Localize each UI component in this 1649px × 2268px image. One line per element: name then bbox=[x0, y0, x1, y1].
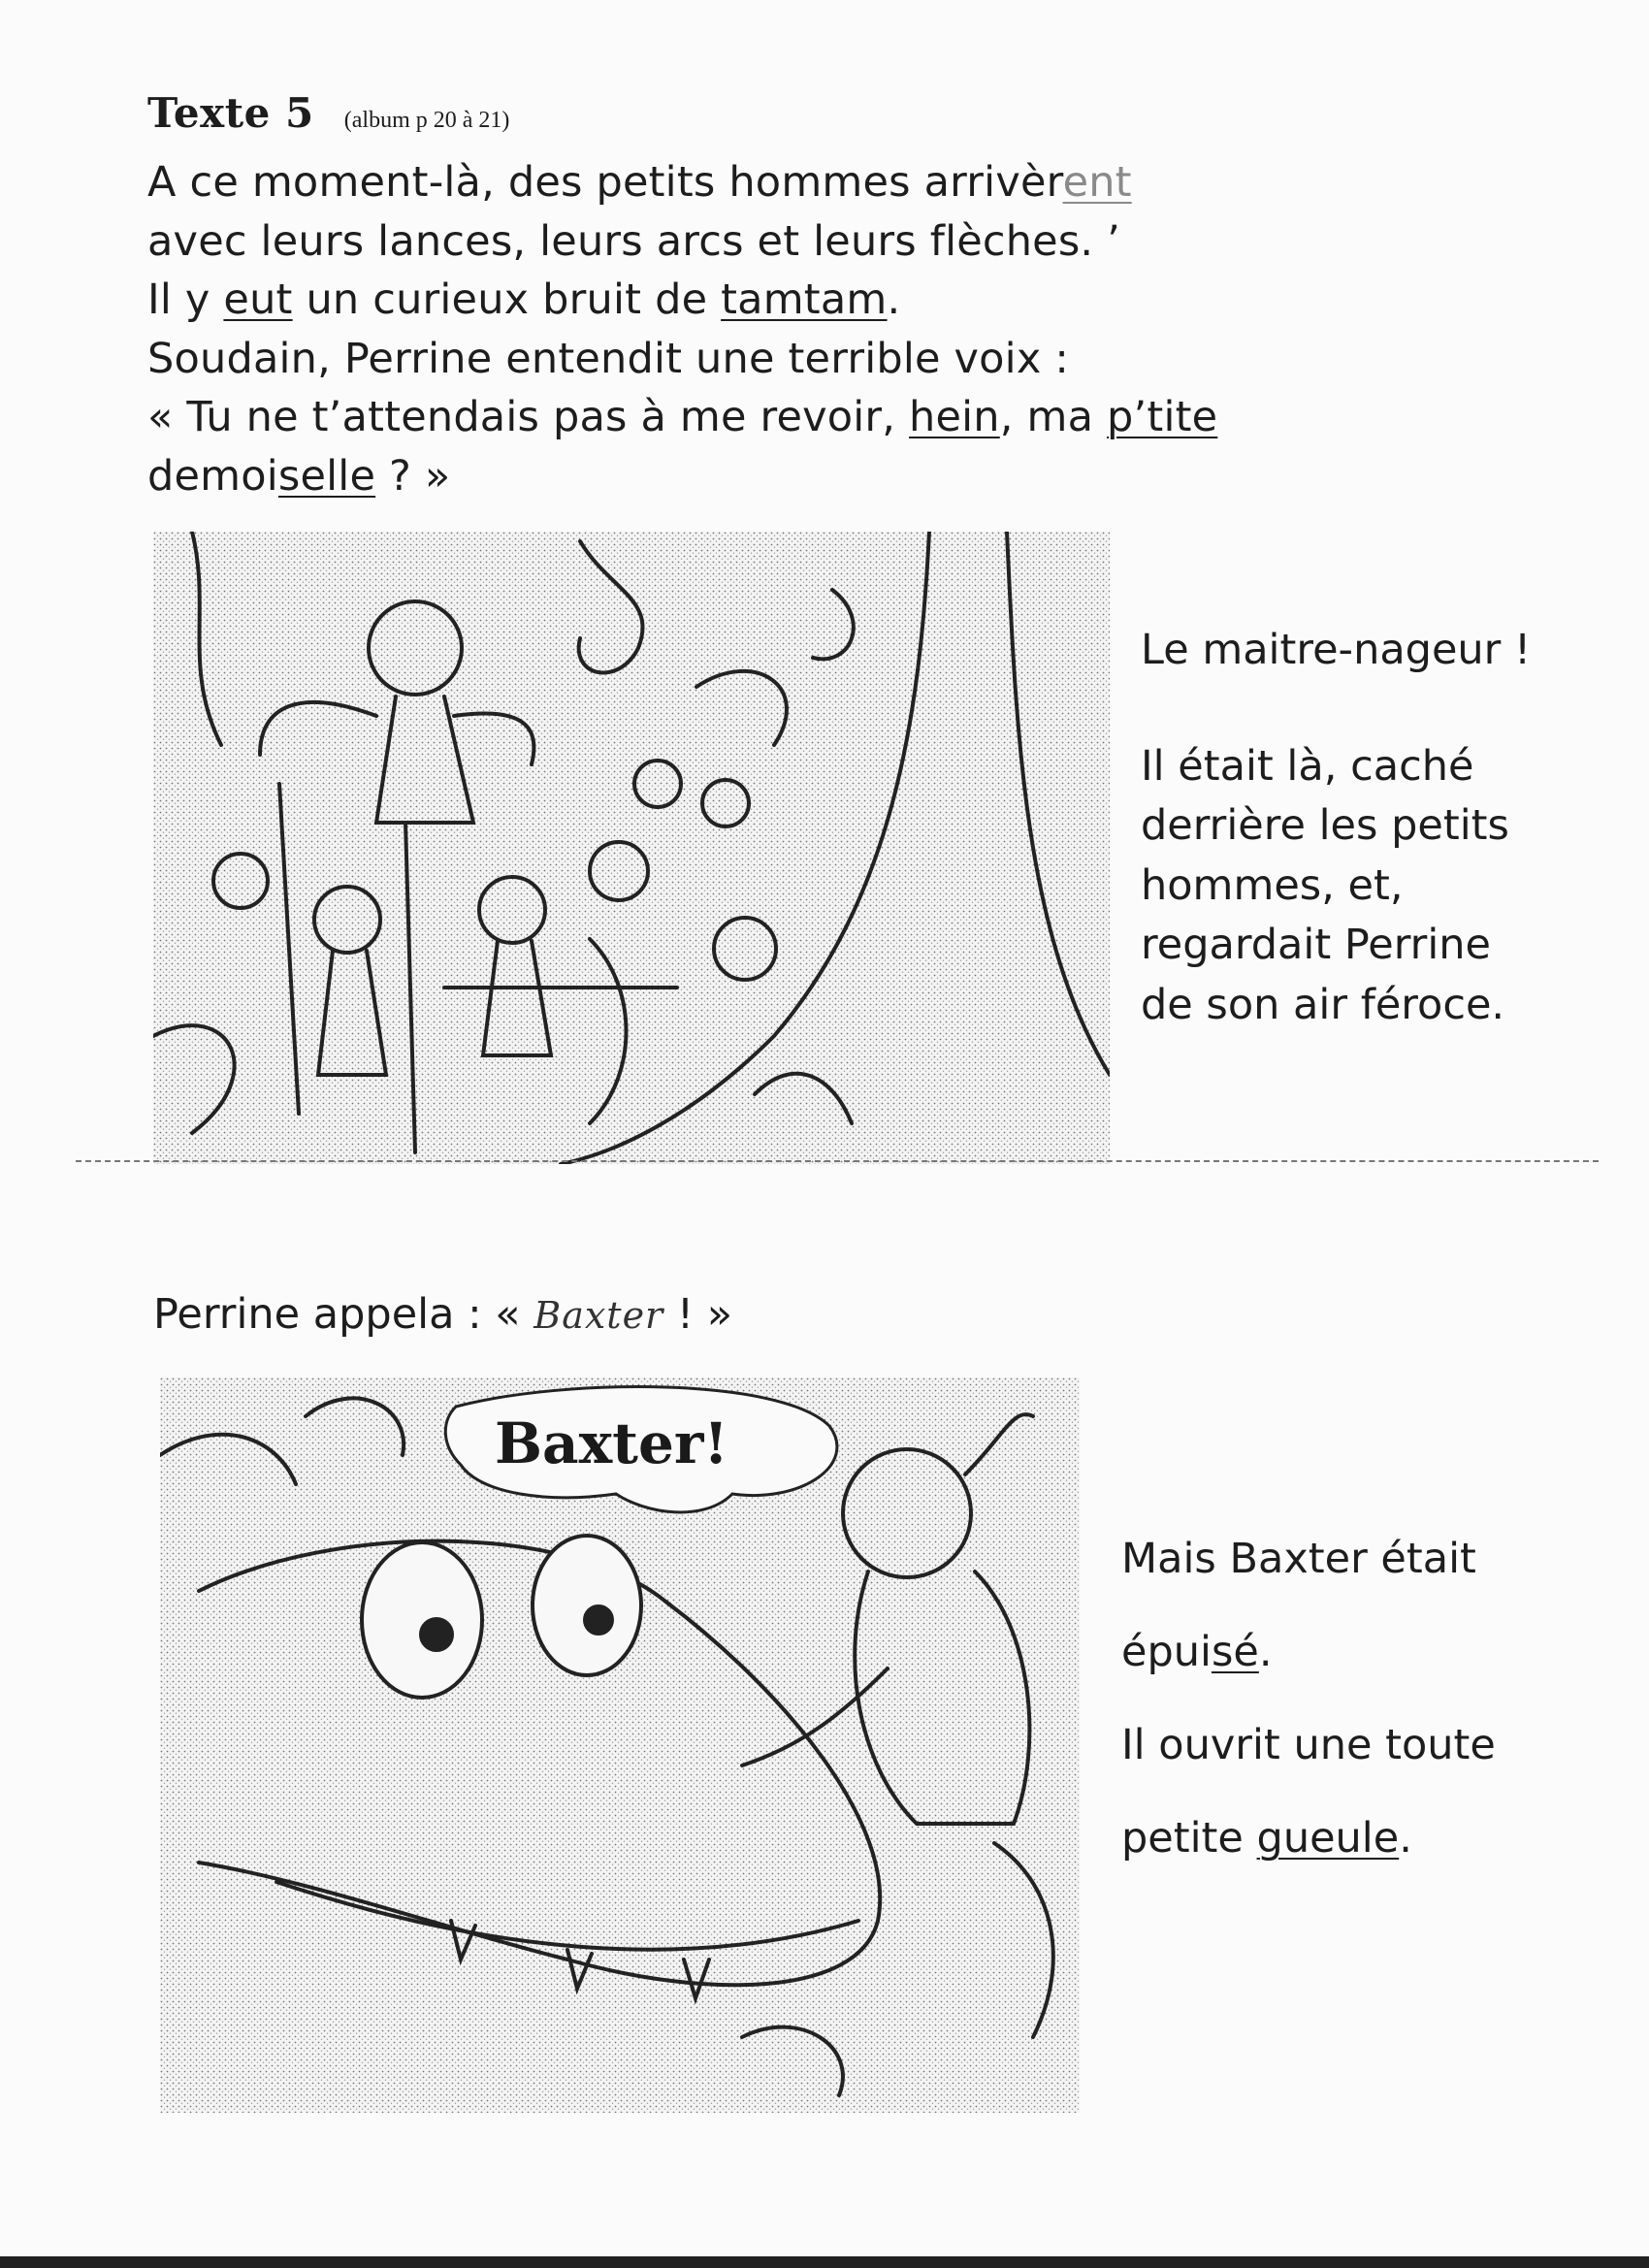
underlined-syllable: selle bbox=[277, 451, 376, 501]
caption-line: derrière les petits bbox=[1141, 801, 1509, 850]
handwritten-name: Baxter bbox=[534, 1294, 664, 1337]
underlined-word: eut bbox=[223, 275, 293, 324]
album-reference: (album p 20 à 21) bbox=[343, 108, 510, 133]
caption-line: hommes, et, bbox=[1141, 860, 1404, 910]
story-passage bbox=[147, 153, 1408, 505]
illustration1-caption bbox=[1141, 621, 1606, 1035]
underlined-word: gueule bbox=[1256, 1814, 1400, 1863]
underlined-word: p’tite bbox=[1107, 393, 1218, 441]
illustration2-caption bbox=[1121, 1525, 1587, 1897]
underlined-word: tamtam bbox=[721, 275, 888, 324]
speech-bubble-text: Baxter! bbox=[495, 1410, 728, 1476]
call-line: Perrine appela : « Baxter ! » bbox=[153, 1290, 733, 1339]
passage-line-5: « Tu ne t’attendais pas à me revoir, hein, ma p’tite bbox=[147, 393, 1218, 441]
caption-line: de son air féroce. bbox=[1141, 980, 1505, 1029]
passage-line-3: Il y eut un curieux bruit de tamtam. bbox=[147, 275, 901, 324]
underlined-word: hein bbox=[909, 393, 1000, 441]
jungle-illustration bbox=[153, 532, 1110, 1164]
caption-line: épuisé. bbox=[1121, 1628, 1273, 1676]
passage-line-4: Soudain, Perrine entendit une terrible voix : bbox=[147, 334, 1070, 383]
dashed-cut-line bbox=[76, 1160, 1599, 1162]
crocodile-illustration bbox=[160, 1377, 1080, 2113]
caption-line: Mais Baxter était bbox=[1121, 1535, 1476, 1583]
caption-exclamation: Le maitre-nageur ! bbox=[1141, 626, 1532, 674]
caption-line: Il était là, caché bbox=[1141, 741, 1474, 791]
caption-line: regardait Perrine bbox=[1141, 921, 1491, 969]
caption-line: petite gueule. bbox=[1121, 1814, 1412, 1863]
underlined-ending: ent bbox=[1062, 158, 1132, 207]
heading bbox=[147, 89, 509, 137]
text-title: Texte 5 bbox=[147, 89, 314, 137]
caption-line: Il ouvrit une toute bbox=[1121, 1721, 1496, 1769]
passage-line-2: avec leurs lances, leurs arcs et leurs flèches. ’ bbox=[147, 216, 1121, 266]
scan-edge bbox=[0, 2256, 1649, 2268]
passage-line-1: A ce moment-là, des petits hommes arrivèrent bbox=[147, 158, 1132, 207]
underlined-syllable: sé bbox=[1211, 1628, 1259, 1676]
passage-line-6: demoiselle ? » bbox=[147, 451, 451, 501]
